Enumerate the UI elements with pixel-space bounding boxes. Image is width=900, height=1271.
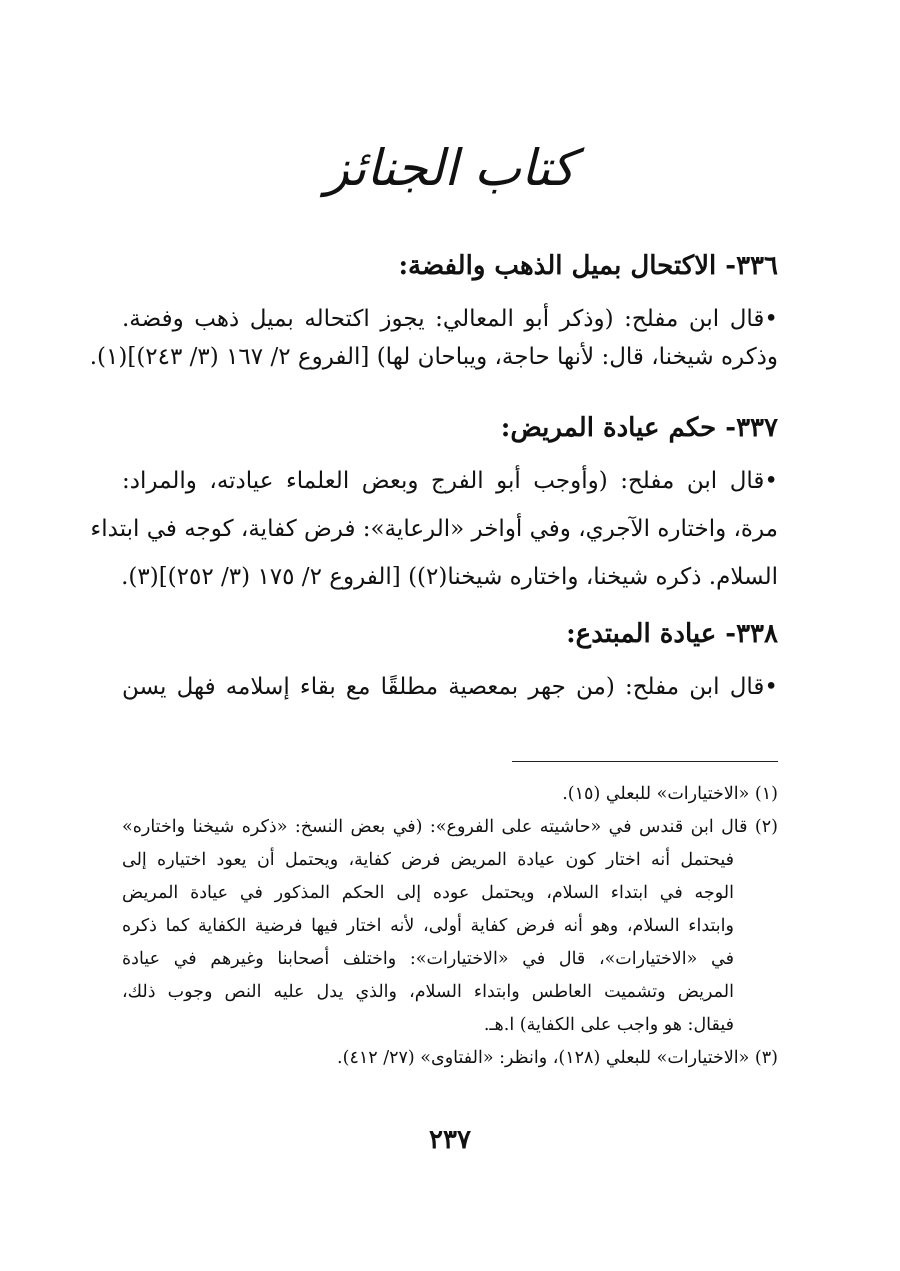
footnote-2-line: (٢) قال ابن قندس في «حاشيته على الفروع»: (في بعض النسخ: «ذكره شيخنا واختاره» (122, 817, 778, 837)
section-heading: ٣٣٦- الاكتحال بميل الذهب والفضة: (398, 251, 778, 281)
book-title: كتاب الجنائز (324, 139, 576, 197)
paragraph-line: مرة، واختاره الآجري، وفي أواخر «الرعاية»: فرض كفاية، كوجه في ابتداء (90, 516, 778, 542)
section-heading: ٣٣٨- عيادة المبتدع: (566, 619, 778, 649)
footnote-2-line: في «الاختيارات»، قال في «الاختيارات»: واختلف أصحابنا وغيرهم في عيادة (122, 949, 734, 969)
paragraph-line: وذكره شيخنا، قال: لأنها حاجة، ويباحان لها) [الفروع ٢/ ١٦٧ (٣/ ٢٤٣)](١). (89, 344, 778, 370)
section-337 (122, 408, 778, 448)
footnote-2-line: فيقال: هو واجب على الكفاية) ا.هـ. (483, 1015, 734, 1035)
section-338-body (122, 668, 778, 706)
footnote-2-line: المريض وتشميت العاطس وابتداء السلام، والذي يدل عليه النص وجوب ذلك، (122, 982, 734, 1002)
footnote-separator (512, 761, 778, 762)
paragraph-line: •قال ابن مفلح: (من جهر بمعصية مطلقًا مع بقاء إسلامه فهل يسن (122, 674, 778, 700)
page-number: ٢٣٧ (429, 1125, 471, 1155)
footnote-2-line: فيحتمل أنه اختار كون عيادة المريض فرض كفاية، ويحتمل أن يعود اختياره إلى (122, 850, 734, 870)
footnote-2-line: وابتداء السلام، وهو أنه فرض كفاية أولى، لأنه اختار فيها فرضية الكفاية كما ذكره (122, 916, 734, 936)
footnotes (122, 778, 778, 1075)
footnote-3: (٣) «الاختيارات» للبعلي (١٢٨)، وانظر: «الفتاوى» (٢٧/ ٤١٢). (337, 1048, 778, 1068)
section-338 (122, 614, 778, 654)
paragraph-line: •قال ابن مفلح: (وذكر أبو المعالي: يجوز اكتحاله بميل ذهب وفضة. (122, 306, 778, 332)
paragraph-line: •قال ابن مفلح: (وأوجب أبو الفرج وبعض العلماء عيادته، والمراد: (122, 468, 778, 494)
section-heading: ٣٣٧- حكم عيادة المريض: (500, 413, 778, 443)
section-336 (122, 246, 778, 286)
section-337-body (90, 462, 778, 596)
paragraph-line: السلام. ذكره شيخنا، واختاره شيخنا(٢)) [الفروع ٢/ ١٧٥ (٣/ ٢٥٢)](٣). (121, 564, 778, 590)
footnote-2-line: الوجه في ابتداء السلام، ويحتمل عوده إلى الحكم المذكور في عيادة المريض (122, 883, 734, 903)
section-336-body (89, 300, 778, 376)
footnote-1: (١) «الاختيارات» للبعلي (١٥). (562, 784, 778, 804)
